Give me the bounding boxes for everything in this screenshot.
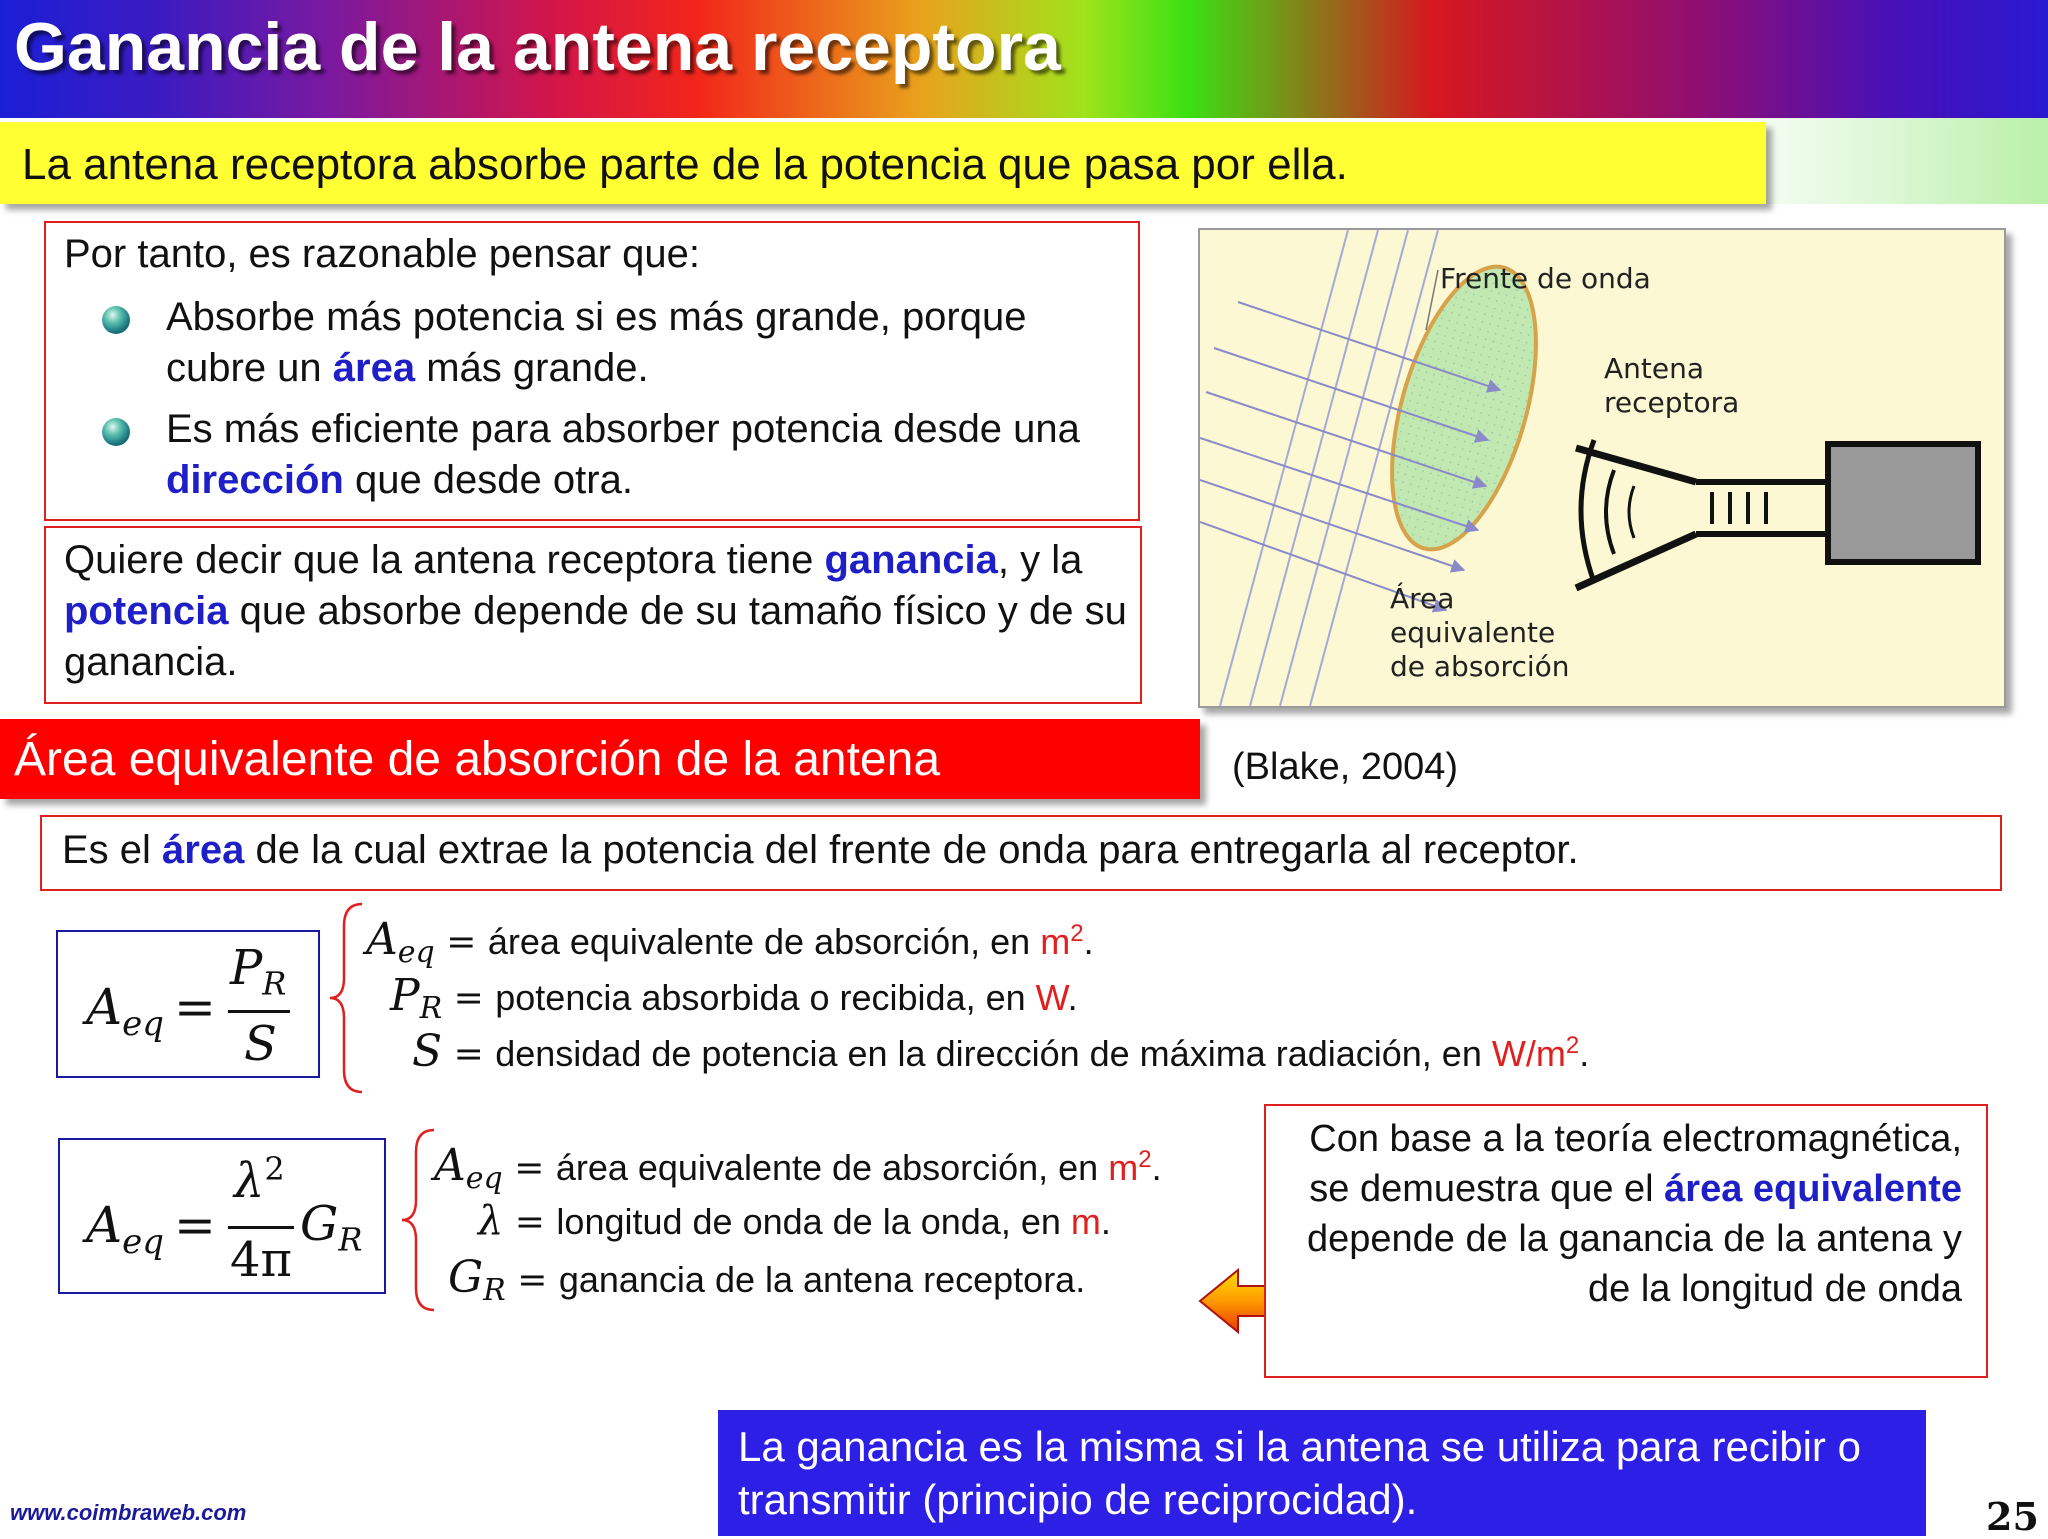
f2-num-sup: 2 (264, 1150, 285, 1188)
footer-url: www.coimbraweb.com (10, 1500, 247, 1525)
f2-num-symbol: λ (234, 1153, 265, 1209)
legend-equals: = (503, 1202, 557, 1243)
legend-equals: = (442, 978, 496, 1019)
legend-unit: m (1070, 1201, 1101, 1242)
antenna-diagram (1198, 228, 2006, 708)
text: Quiere decir que la antena receptora tiene (64, 538, 825, 582)
legend-unit: m (1040, 921, 1071, 962)
antenna-label-2: receptora (1604, 386, 1740, 419)
legend-equals: = (442, 1034, 496, 1075)
area-label-2: equivalente (1390, 616, 1556, 649)
bullet-icon (102, 306, 130, 334)
legend-end: . (1067, 977, 1078, 1018)
f2-equals: = (174, 1196, 216, 1254)
page-number: 25 (1986, 1494, 2039, 1539)
f2-fraction-bar (228, 1226, 294, 1229)
f1-lhs (86, 978, 164, 1044)
brace-1 (326, 900, 366, 1101)
f1-legend-pr (390, 970, 1078, 1026)
f1-denominator: S (244, 1016, 277, 1072)
legend-unit: m (1108, 1147, 1139, 1188)
text: , y la (997, 538, 1083, 582)
bullet-text: Absorbe más potencia si es más grande, porque cubre un (166, 295, 1027, 390)
highlight-equivalent-area: área equivalente (1664, 1168, 1962, 1210)
text: Con base a la teoría electromagnética, se demuestra que el (1309, 1118, 1962, 1210)
legend-end: . (1151, 1147, 1162, 1188)
f2-gain-factor (300, 1196, 362, 1259)
receiving-antenna (1576, 440, 1978, 588)
legend-symbol: S (412, 1026, 443, 1077)
legend-symbol: G (448, 1252, 484, 1303)
legend-sup: 2 (1138, 1146, 1152, 1173)
f2-lhs (86, 1196, 164, 1262)
citation: (Blake, 2004) (1232, 746, 1459, 788)
legend-sup: 2 (1070, 920, 1084, 947)
f2-legend-lambda (478, 1198, 1111, 1244)
definition-text (62, 828, 1579, 873)
f1-numerator (230, 940, 286, 1003)
f1-fraction-bar (228, 1010, 290, 1013)
highlight-power: potencia (64, 589, 229, 633)
legend-end: . (1100, 1201, 1111, 1242)
antenna-label-1: Antena (1604, 352, 1705, 385)
legend-text: área equivalente de absorción, en (555, 1147, 1109, 1188)
brace-2-svg (398, 1126, 438, 1314)
legend-text: longitud de onda de la onda, en (556, 1201, 1071, 1242)
bullet-size (166, 292, 1126, 394)
f1-legend-aeq (366, 914, 1094, 970)
conclusion-text (64, 535, 1134, 688)
legend-symbol: A (366, 914, 398, 965)
highlight-gain: ganancia (824, 538, 998, 582)
legend-unit: W/m (1491, 1033, 1566, 1074)
reasoning-intro: Por tanto, es razonable pensar que: (64, 232, 700, 276)
f1-legend-s (412, 1026, 1589, 1077)
f2-lhs-symbol: A (86, 1196, 123, 1254)
legend-sub: eq (397, 935, 435, 971)
legend-symbol: P (390, 970, 420, 1021)
bullet-text: Es más eficiente para absorber potencia desde una (166, 407, 1080, 451)
legend-equals: = (505, 1260, 559, 1301)
f2-lhs-sub: eq (122, 1222, 164, 1262)
antenna-diagram-svg (1200, 230, 2004, 706)
text: que absorbe depende de su tamaño físico y de su ganancia. (64, 589, 1127, 684)
f2-legend-gr (448, 1252, 1085, 1308)
legend-symbol: λ (478, 1198, 504, 1244)
f2-numerator (234, 1150, 285, 1209)
section-title: Área equivalente de absorción de la antena (14, 733, 941, 786)
f1-num-sub: R (262, 964, 287, 1003)
area-label-1: Área (1390, 582, 1455, 615)
wavefront-label: Frente de onda (1440, 262, 1651, 295)
legend-symbol: A (434, 1140, 466, 1191)
highlight-direction: dirección (166, 458, 344, 502)
text: depende de la ganancia de la antena y de la longitud de onda (1307, 1218, 1962, 1310)
f2-legend-aeq (434, 1140, 1162, 1196)
legend-sub: R (419, 991, 443, 1027)
bullet-text: más grande. (415, 346, 649, 390)
f2-denominator: 4π (230, 1232, 293, 1288)
f2-factor-symbol: G (300, 1196, 339, 1252)
legend-text: potencia absorbida o recibida, en (495, 977, 1036, 1018)
legend-sup: 2 (1565, 1032, 1580, 1059)
f1-num-symbol: P (230, 940, 263, 996)
f1-lhs-sub: eq (122, 1004, 164, 1044)
f1-lhs-symbol: A (86, 978, 123, 1036)
slide-title: Ganancia de la antena receptora (14, 9, 1061, 85)
legend-sub: R (483, 1273, 506, 1309)
legend-text: densidad de potencia en la dirección de máxima radiación, en (495, 1033, 1492, 1074)
legend-equals: = (434, 922, 488, 963)
legend-sub: eq (465, 1161, 503, 1197)
bullet-text: que desde otra. (343, 458, 633, 502)
theory-note-text (1274, 1114, 1962, 1314)
bullet-direction (166, 404, 1126, 506)
legend-unit: W (1035, 977, 1068, 1018)
f1-equals: = (174, 978, 216, 1036)
legend-equals: = (502, 1148, 556, 1189)
bullet-icon (102, 418, 130, 446)
highlight-area: área (332, 346, 416, 390)
f2-factor-sub: R (338, 1220, 363, 1259)
legend-end: . (1083, 921, 1094, 962)
subtitle-text: La antena receptora absorbe parte de la potencia que pasa por ella. (22, 140, 1348, 189)
highlight-area: área (162, 828, 245, 872)
reciprocity-text: La ganancia es la misma si la antena se utiliza para recibir o transmitir (principio de reciprocidad). (738, 1423, 1861, 1523)
area-label-3: de absorción (1390, 650, 1570, 683)
legend-end: . (1579, 1033, 1590, 1074)
legend-text: ganancia de la antena receptora. (558, 1259, 1086, 1300)
brace-2 (398, 1126, 438, 1319)
brace-1-svg (326, 900, 366, 1096)
legend-text: área equivalente de absorción, en (487, 921, 1041, 962)
text: de la cual extrae la potencia del frente de onda para entregarla al receptor. (244, 828, 1579, 872)
text: Es el (62, 828, 163, 872)
